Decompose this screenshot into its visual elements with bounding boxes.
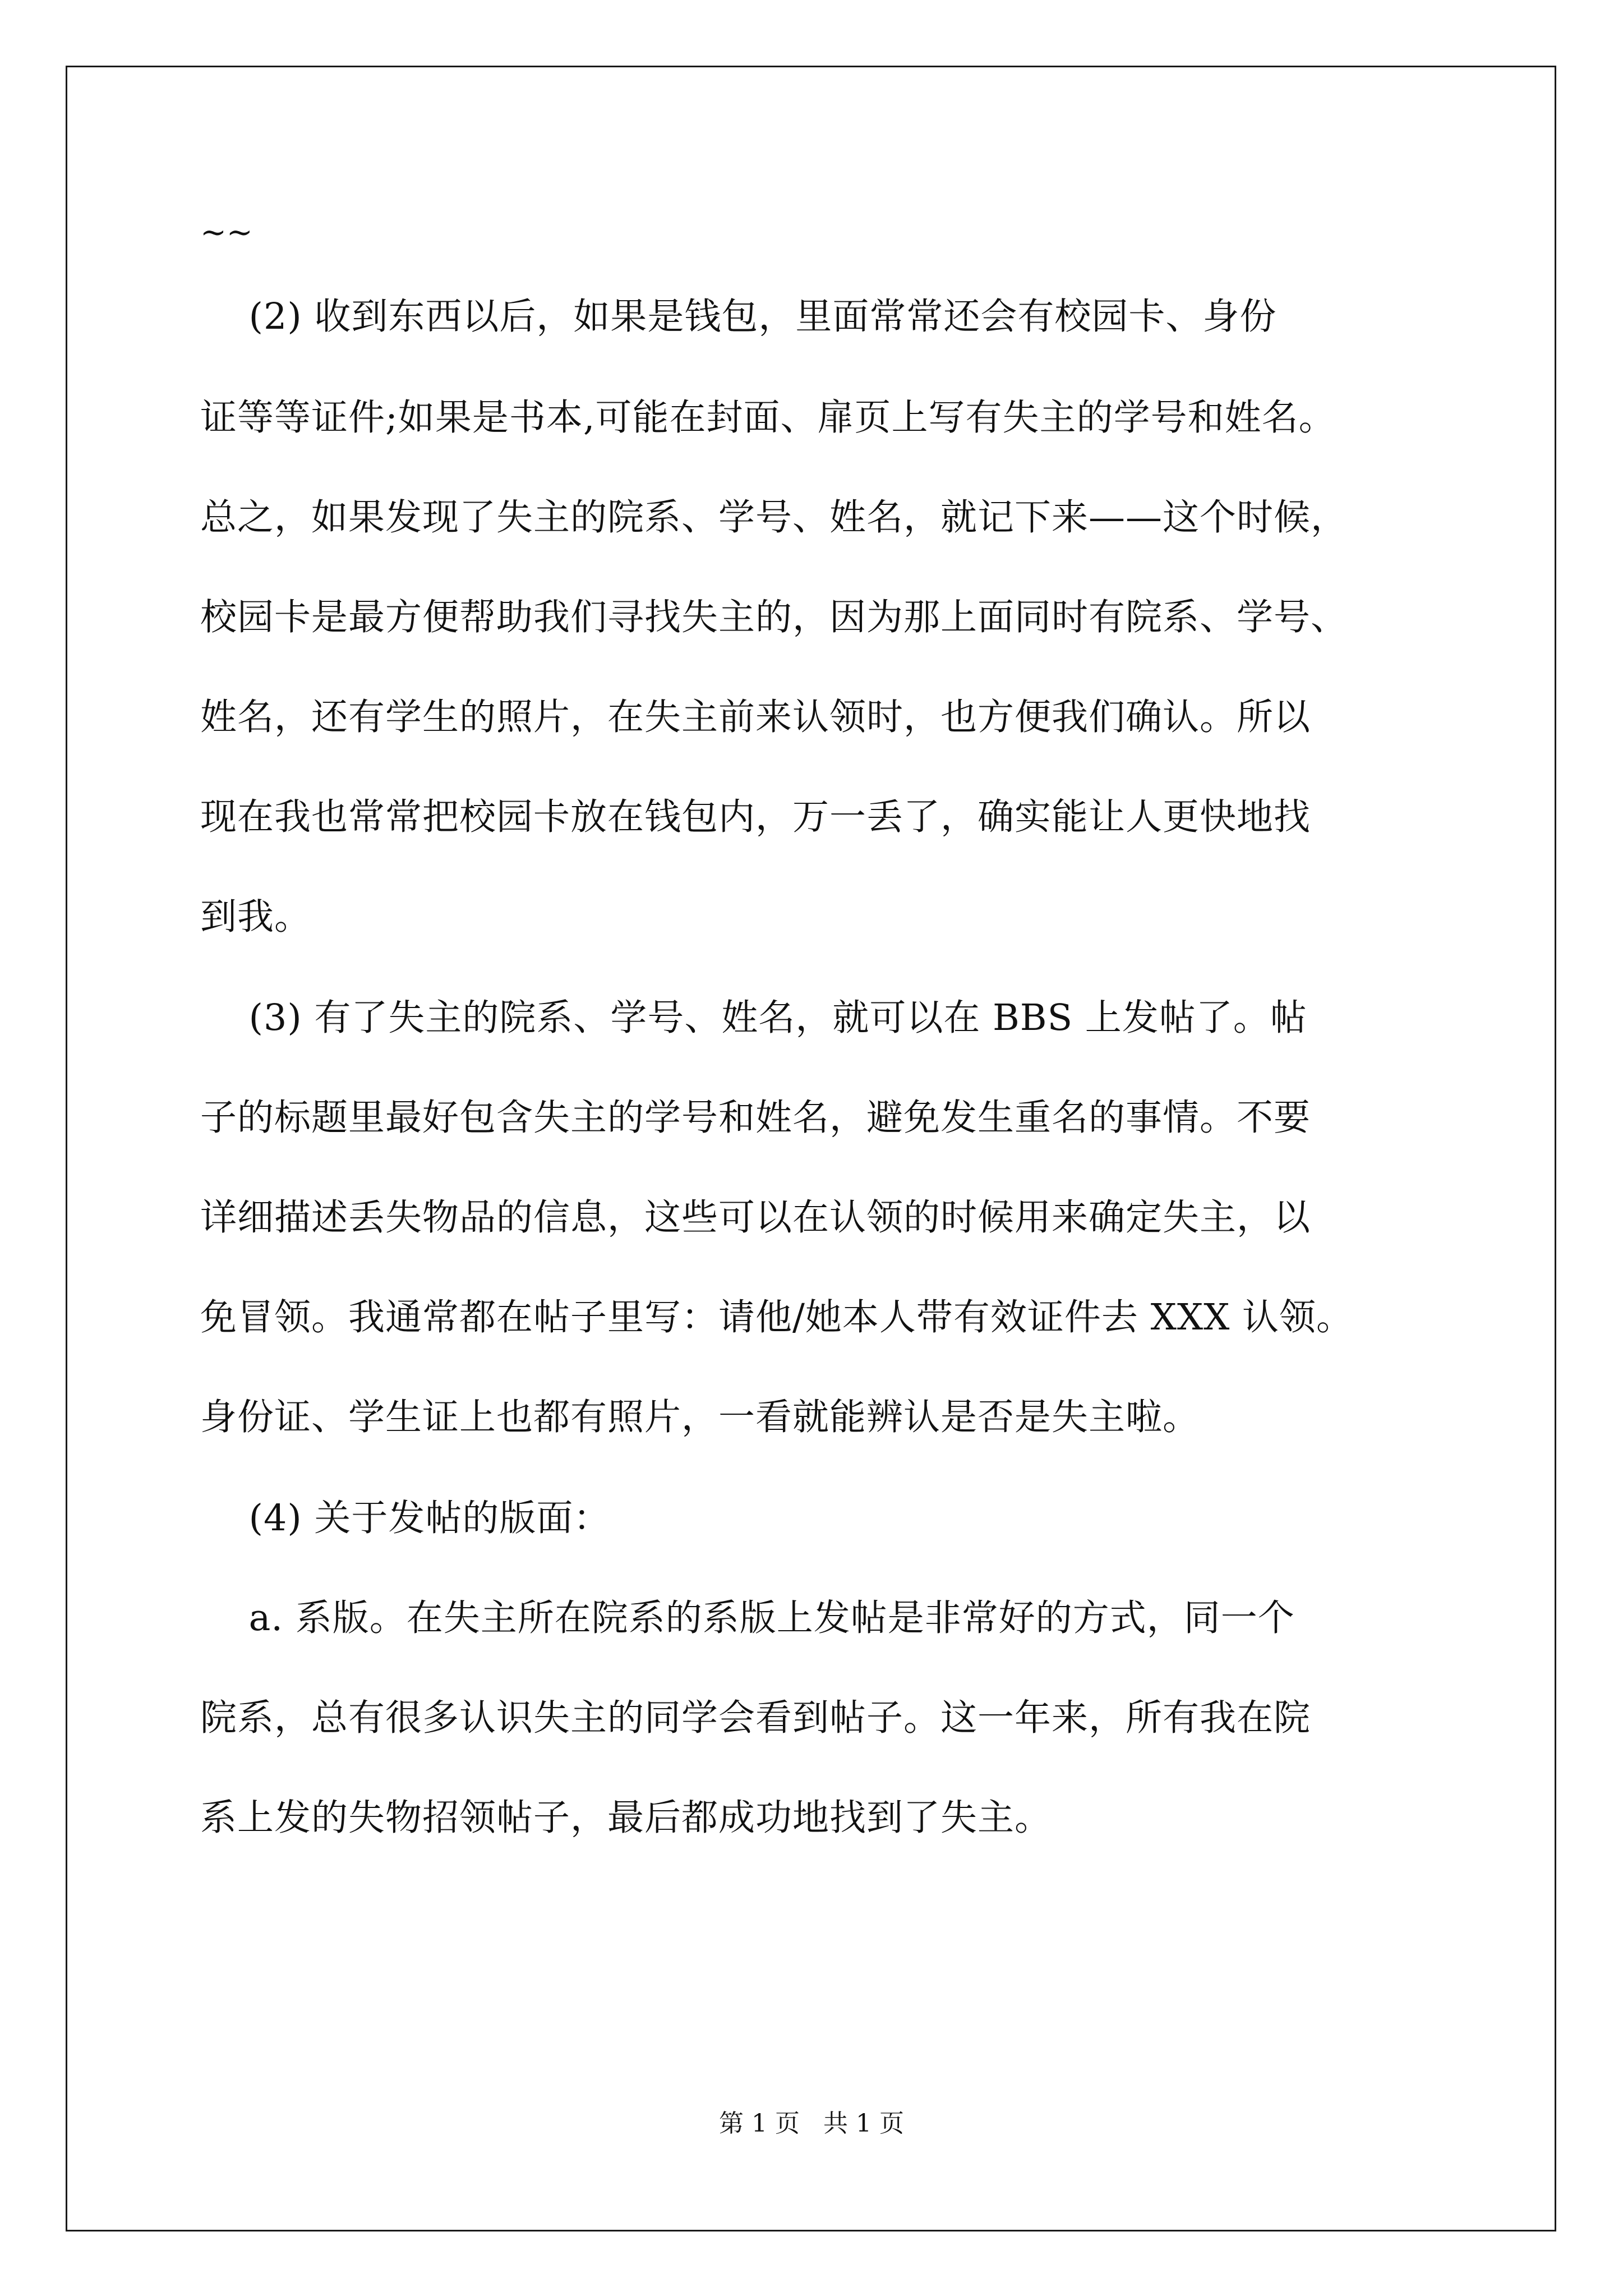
- body-line: (2) 收到东西以后，如果是钱包，里面常常还会有校园卡、身份: [200, 296, 1277, 338]
- body-line: 校园卡是最方便帮助我们寻找失主的，因为那上面同时有院系、学号、: [200, 596, 1348, 638]
- body-line: 系上发的失物招领帖子，最后都成功地找到了失主。: [200, 1797, 1052, 1839]
- body-line: (4) 关于发帖的版面：: [200, 1497, 611, 1539]
- body-line: a. 系版。在失主所在院系的系版上发帖是非常好的方式，同一个: [200, 1597, 1295, 1639]
- body-line: 免冒领。我通常都在帖子里写：请他/她本人带有效证件去 XXX 认领。: [200, 1296, 1354, 1338]
- body-line: 姓名，还有学生的照片，在失主前来认领时，也方便我们确认。所以: [200, 696, 1311, 738]
- body-line: 总之，如果发现了失主的院系、学号、姓名，就记下来——这个时候，: [200, 496, 1348, 539]
- page-footer: 第 1 页 共 1 页: [719, 2109, 904, 2138]
- page-border: [66, 66, 1556, 2231]
- body-line: 证等等证件;如果是书本,可能在封面、扉页上写有失主的学号和姓名。: [200, 397, 1336, 439]
- header-mark: ~~: [200, 214, 253, 251]
- body-line: 详细描述丢失物品的信息，这些可以在认领的时候用来确定失主，以: [200, 1197, 1311, 1239]
- body-line: 身份证、学生证上也都有照片，一看就能辨认是否是失主啦。: [200, 1396, 1200, 1438]
- body-line: 院系，总有很多认识失主的同学会看到帖子。这一年来，所有我在院: [200, 1697, 1311, 1739]
- body-line: (3) 有了失主的院系、学号、姓名，就可以在 BBS 上发帖了。帖: [200, 997, 1307, 1039]
- body-line: 现在我也常常把校园卡放在钱包内，万一丢了，确实能让人更快地找: [200, 796, 1311, 838]
- body-line: 到我。: [200, 896, 312, 938]
- body-line: 子的标题里最好包含失主的学号和姓名，避免发生重名的事情。不要: [200, 1097, 1311, 1139]
